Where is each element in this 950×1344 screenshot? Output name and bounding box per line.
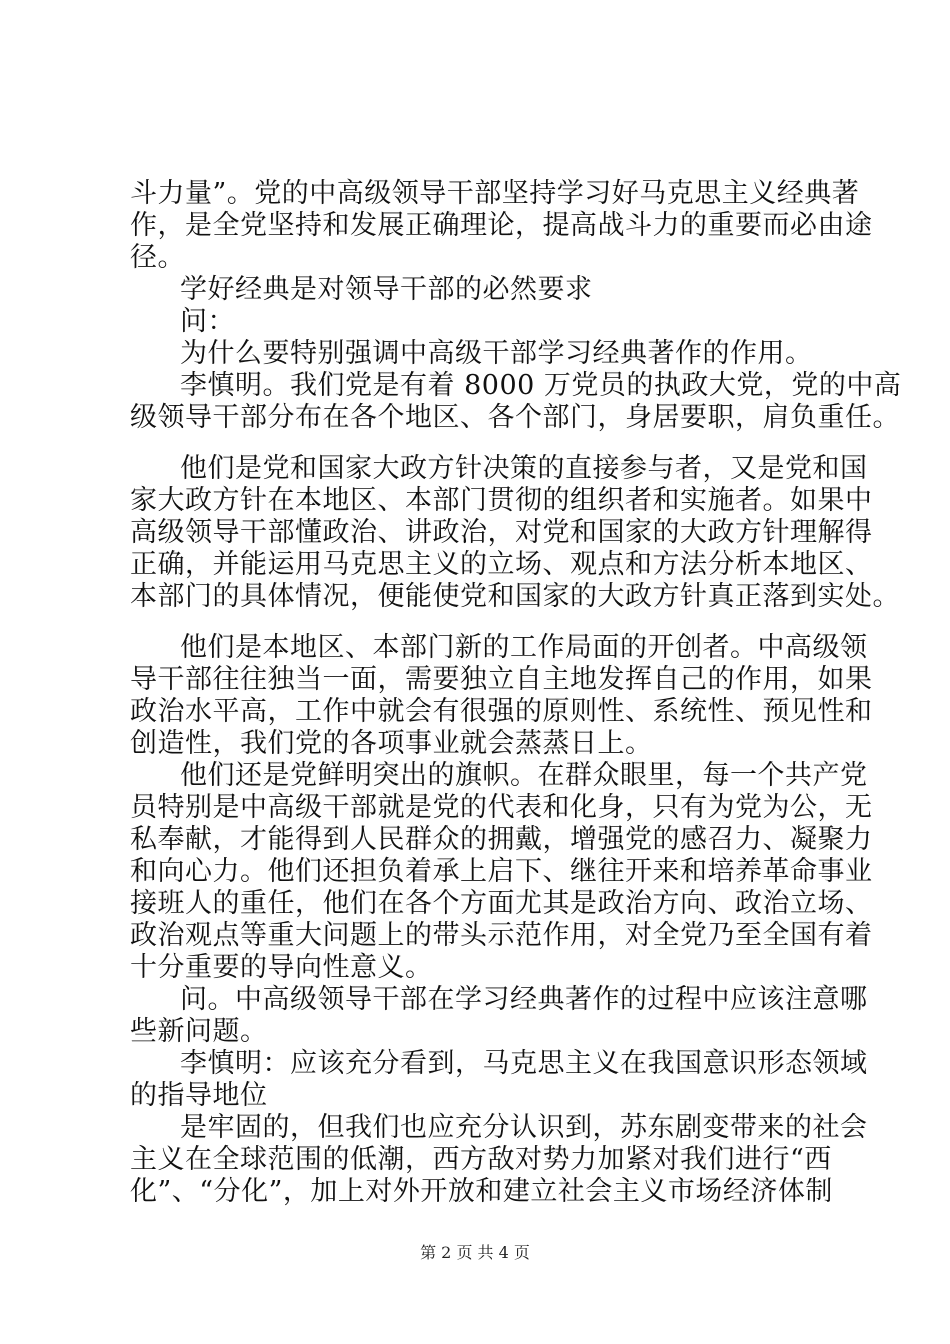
text-line: 接班人的重任，他们在各个方面尤其是政治方向、政治立场、: [130, 888, 873, 919]
text-line: 创造性，我们党的各项事业就会蒸蒸日上。: [130, 728, 653, 759]
text-line: 作，是全党坚持和发展正确理论，提高战斗力的重要而必由途: [130, 210, 873, 241]
text-line: 他们是党和国家大政方针决策的直接参与者，又是党和国: [180, 453, 868, 484]
text-line: 化”、“分化”，加上对外开放和建立社会主义市场经济体制: [130, 1176, 833, 1207]
text-line: 政治水平高，工作中就会有很强的原则性、系统性、预见性和: [130, 696, 873, 727]
text-line: 李慎明：应该充分看到，马克思主义在我国意识形态领域: [180, 1048, 868, 1079]
section-heading: 学好经典是对领导干部的必然要求: [180, 274, 593, 305]
text-line: 和向心力。他们还担负着承上启下、继往开来和培养革命事业: [130, 856, 873, 887]
text-line: 家大政方针在本地区、本部门贯彻的组织者和实施者。如果中: [130, 485, 873, 516]
text-line: 高级领导干部懂政治、讲政治，对党和国家的大政方针理解得: [130, 517, 873, 548]
text-line: 主义在全球范围的低潮，西方敌对势力加紧对我们进行“西: [130, 1144, 832, 1175]
text-line: 他们还是党鲜明突出的旗帜。在群众眼里，每一个共产党: [180, 760, 868, 791]
text-line: 斗力量”。党的中高级领导干部坚持学习好马克思主义经典著: [130, 178, 860, 209]
text-line: 为什么要特别强调中高级干部学习经典著作的作用。: [180, 338, 813, 369]
text-line: 是牢固的，但我们也应充分认识到，苏东剧变带来的社会: [180, 1112, 868, 1143]
text-line: 十分重要的导向性意义。: [130, 952, 433, 983]
text-line: 正确，并能运用马克思主义的立场、观点和方法分析本地区、: [130, 549, 873, 580]
text-line: 他们是本地区、本部门新的工作局面的开创者。中高级领: [180, 632, 868, 663]
text-line: 问。中高级领导干部在学习经典著作的过程中应该注意哪: [180, 984, 868, 1015]
text-line: 导干部往往独当一面，需要独立自主地发挥自己的作用，如果: [130, 664, 873, 695]
text-line: 径。: [130, 242, 185, 273]
text-line: 级领导干部分布在各个地区、各个部门，身居要职，肩负重任。: [130, 402, 900, 433]
text-line: 本部门的具体情况，便能使党和国家的大政方针真正落到实处。: [130, 581, 900, 612]
page-number-footer: 第 2 页 共 4 页: [420, 1243, 530, 1262]
text-line: 政治观点等重大问题上的带头示范作用，对全党乃至全国有着: [130, 920, 873, 951]
text-line: 私奉献，才能得到人民群众的拥戴，增强党的感召力、凝聚力: [130, 824, 873, 855]
text-line: 李慎明。我们党是有着 8000 万党员的执政大党，党的中高: [180, 370, 902, 401]
text-line: 的指导地位: [130, 1080, 268, 1111]
question-label: 问：: [180, 306, 235, 337]
text-line: 些新问题。: [130, 1016, 268, 1047]
text-line: 员特别是中高级干部就是党的代表和化身，只有为党为公，无: [130, 792, 873, 823]
